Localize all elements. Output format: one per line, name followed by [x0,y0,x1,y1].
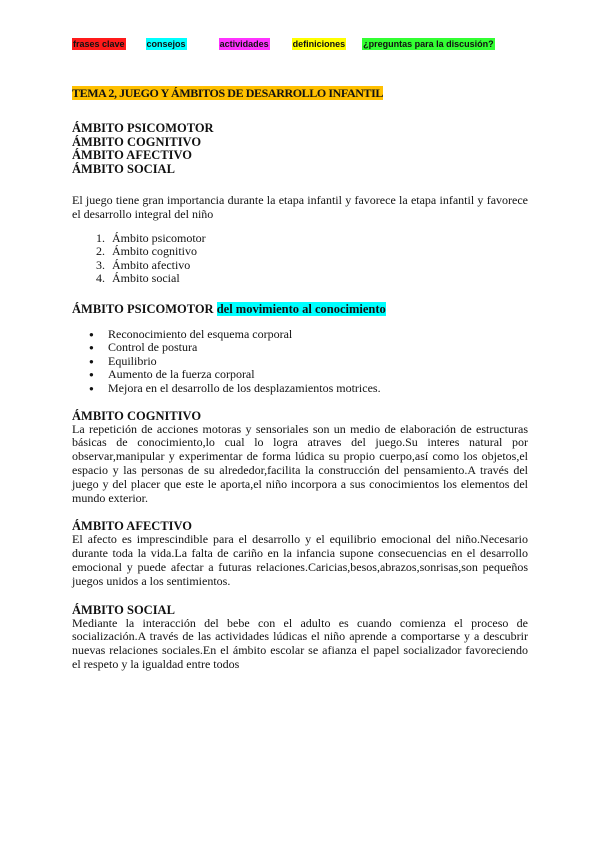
list-item: 4. Ámbito social [108,272,528,286]
list-item: ● Control de postura [108,341,528,355]
psicomotor-highlight: del movimiento al conocimiento [216,301,386,316]
psicomotor-bullets [72,328,528,396]
ambito-heading: ÁMBITO COGNITIVO [72,134,202,149]
psicomotor-heading [72,302,528,316]
legend-frases-clave: frases clave [73,39,125,49]
afectivo-heading: ÁMBITO AFECTIVO [72,519,193,534]
list-item: ● Aumento de la fuerza corporal [108,368,528,382]
ambito-heading: ÁMBITO AFECTIVO [72,148,193,162]
list-item: 2. Ámbito cognitivo [108,245,528,259]
social-paragraph: Mediante la interacción del bebe con el adulto es cuando comienza el proceso de socialización.A través de las actividades lúdicas el niño aprende a comportarse y a descubrir nuevas relaciones sociales.En el ámbito escolar se afianza el papel socializador favoreciendo el respeto y la igualdad entre todos [72,615,528,671]
cognitivo-paragraph: La repetición de acciones motoras y sensoriales son un medio de elaboración de estructuras básicas de conocimiento,lo cual lo logra atraves del juego.Su interes natural por observar,manipular y experimentar de forma lúdica su propio cuerpo,así como los objetos,el espacio y las personas de su alrededor,facilita la construcción del pensamiento.A través del juego y del placer que este le aporta,el niño incorpora a sus conocimientos los elementos del mundo exterior. [72,421,528,505]
list-item: ● Equilibrio [108,355,528,369]
ambitos-heading-list [72,122,528,176]
intro-paragraph: El juego tiene gran importancia durante la etapa infantil y favorece la etapa infantil y favorece el desarrollo integral del niño [72,193,528,221]
ambitos-numbered-list [72,232,528,286]
legend-consejos: consejos [146,39,186,49]
list-item: 3. Ámbito afectivo [108,259,528,273]
color-legend [72,38,532,50]
legend-actividades: actividades [219,39,269,49]
legend-definiciones: definiciones [292,39,346,49]
list-item: ● Mejora en el desarrollo de los desplazamientos motrices. [108,382,528,396]
ambito-heading: ÁMBITO SOCIAL [72,161,175,176]
document-body [72,84,528,672]
cognitivo-heading: ÁMBITO COGNITIVO [72,408,202,423]
social-heading: ÁMBITO SOCIAL [72,602,175,617]
ambito-heading: ÁMBITO PSICOMOTOR [72,121,214,135]
document-title: TEMA 2, JUEGO Y ÁMBITOS DE DESARROLLO INFANTIL [72,86,383,100]
list-item: 1. Ámbito psicomotor [108,232,528,246]
list-item: ● Reconocimiento del esquema corporal [108,328,528,342]
legend-preguntas: ¿preguntas para la discusión? [363,39,494,49]
psicomotor-title: ÁMBITO PSICOMOTOR [72,301,214,316]
afectivo-paragraph: El afecto es imprescindible para el desarrollo y el equilibrio emocional del niño.Necesario durante toda la vida.La falta de cariño en la infancia supone consecuencias en el desarrollo emocional y puede afectar a futuras relaciones.Caricias,besos,abrazos,sonrisas,son pequeños juegos unidos a los sentimientos. [72,532,528,588]
